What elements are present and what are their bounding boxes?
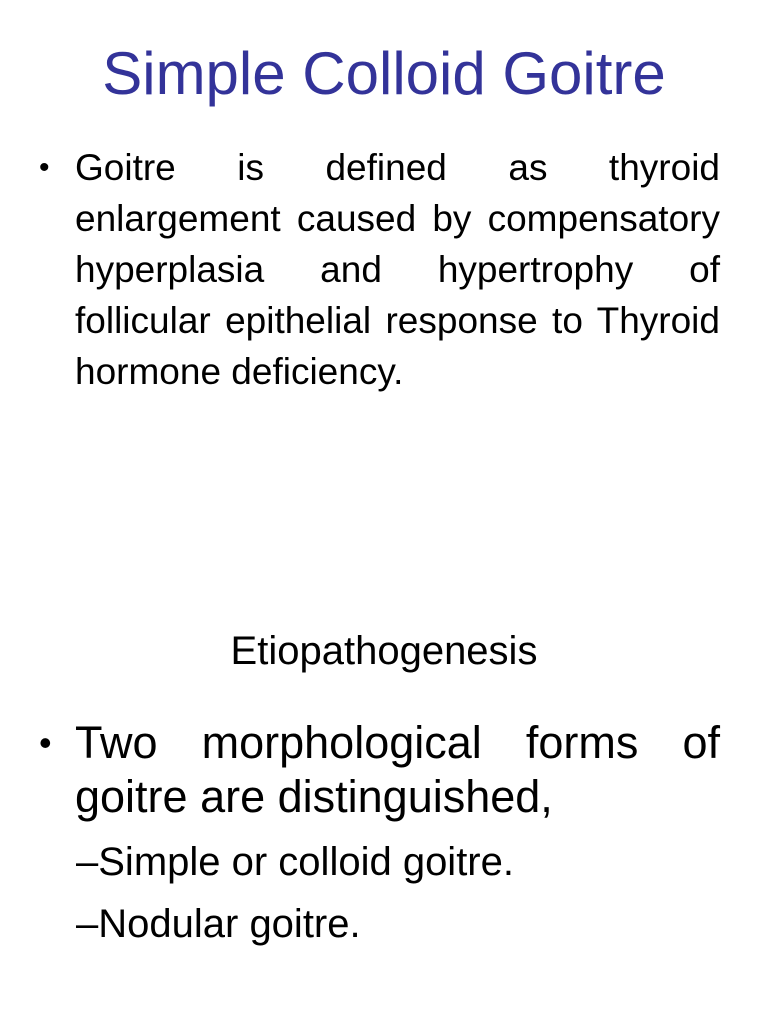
section-heading: Etiopathogenesis — [230, 629, 538, 673]
definition-bullet — [39, 142, 720, 397]
slide-title: Simple Colloid Goitre — [102, 40, 666, 107]
forms-text: Two morphological forms of goitre are distinguished, — [75, 717, 720, 822]
definition-text: Goitre is defined as thyroid enlargement caused by compensatory hyperplasia and hypertrophy of follicular epithelial response to Thyroid hormone deficiency. — [75, 147, 720, 392]
sub-item-simple-goitre: –Simple or colloid goitre. — [76, 840, 514, 884]
bullet-marker: • — [39, 722, 52, 763]
forms-bullet — [39, 716, 720, 824]
bullet-marker: • — [39, 151, 50, 184]
sub-item-nodular-goitre: –Nodular goitre. — [76, 902, 361, 946]
